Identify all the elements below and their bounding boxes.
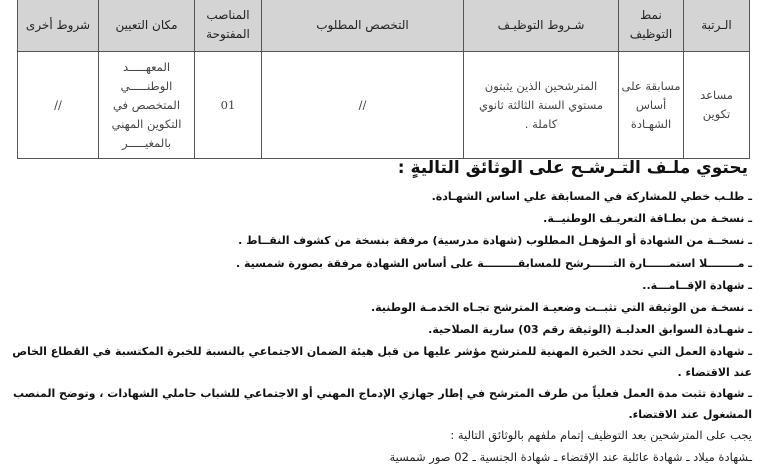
post-recruitment-section	[12, 424, 752, 468]
cell-rank: مساعد تكوين	[684, 52, 750, 159]
list-item: ـ شهـادة السوابق العدليـة (الوثيقة رقم 03) سارية الصلاحية.	[428, 323, 752, 337]
list-item: ـ طلـب خطي للمشاركة في المسابقة علي اساس الشهـادة.	[431, 190, 752, 203]
documents-heading: يحتوي ملـف التـرشـح على الوثائق التاليةٍ :	[397, 158, 748, 178]
list-item: ـ مــــــــلا استمــــــارة التــــــرشح للمسابقـــــــــة على أساس الشهادة مرفقة بصورة شمسية .	[235, 256, 752, 270]
list-item: ـ نسخـة من الوثيقة التي تثبــت وضعيـة المترشح تجـاه الخدمـة الوطنية.	[370, 301, 752, 315]
table-header-row	[18, 0, 750, 52]
post-recruitment-intro: يجب على المترشحين بعد التوظيف إتمام ملفهم بالوثائق التالية :	[450, 428, 752, 442]
table-row	[18, 52, 750, 159]
header-required-specialty: التخصص المطلوب	[262, 0, 464, 52]
list-item: ـ نسخـة من بطـاقة التعريـف الوطنيــة.	[543, 212, 752, 226]
list-item: ـ نسخــة من الشهادة أو المؤهـل المطلوب (شهادة مدرسية) مرفقة بنسخة من كشوف النقــاط .	[238, 234, 752, 248]
recruitment-table	[17, 0, 750, 159]
header-recruitment-mode: نمط التوظيف	[619, 0, 684, 52]
cell-recruitment-conditions: المترشحين الذين يثبتون مستوي السنة الثالثة ثانوي كاملة .	[464, 52, 619, 159]
post-recruitment-documents: ـشهادة ميلاد ـ شهادة عائلية عند الإقتضاء ـ شهادة الجنسية ـ 02 صور شمسية	[389, 450, 752, 464]
list-item: ـ شهادة العمل التي تحدد الخبرة المهنية للمترشح مؤشر عليها من قبل هيئة الضمان الاجتماعي بالنسبة للخبرة المكتسبة في القطاع الخاص عند الاقتضاء .	[12, 345, 752, 380]
list-item: ـ شهادة تثبت مدة العمل فعلياً من طرف المترشح في إطار جهازي الإدماج المهني أو الاجتماعي للشباب حاملي الشهادات ، وتوضح المنصب المشغول عند الاقتضاء.	[12, 387, 752, 422]
cell-other-conditions: //	[18, 52, 99, 159]
cell-recruitment-mode: مسابقة على أساس الشهـادة	[619, 52, 684, 159]
header-assignment-location: مكان التعيين	[99, 0, 195, 52]
cell-open-positions: 01	[195, 52, 262, 159]
header-recruitment-conditions: شـروط التوظيـف	[464, 0, 619, 52]
documents-list	[12, 186, 752, 425]
list-item: ـ شهادة الإقــامـــة..	[642, 278, 752, 292]
cell-required-specialty: //	[262, 52, 464, 159]
cell-assignment-location: المعهـــــد الوطنـــــي المتخصص في التكوين المهني بالمغيـــــر	[99, 52, 195, 159]
header-other-conditions: شروط أخرى	[18, 0, 99, 52]
header-open-positions: المناصب المفتوحة	[195, 0, 262, 52]
header-rank: الـرتبة	[684, 0, 750, 52]
